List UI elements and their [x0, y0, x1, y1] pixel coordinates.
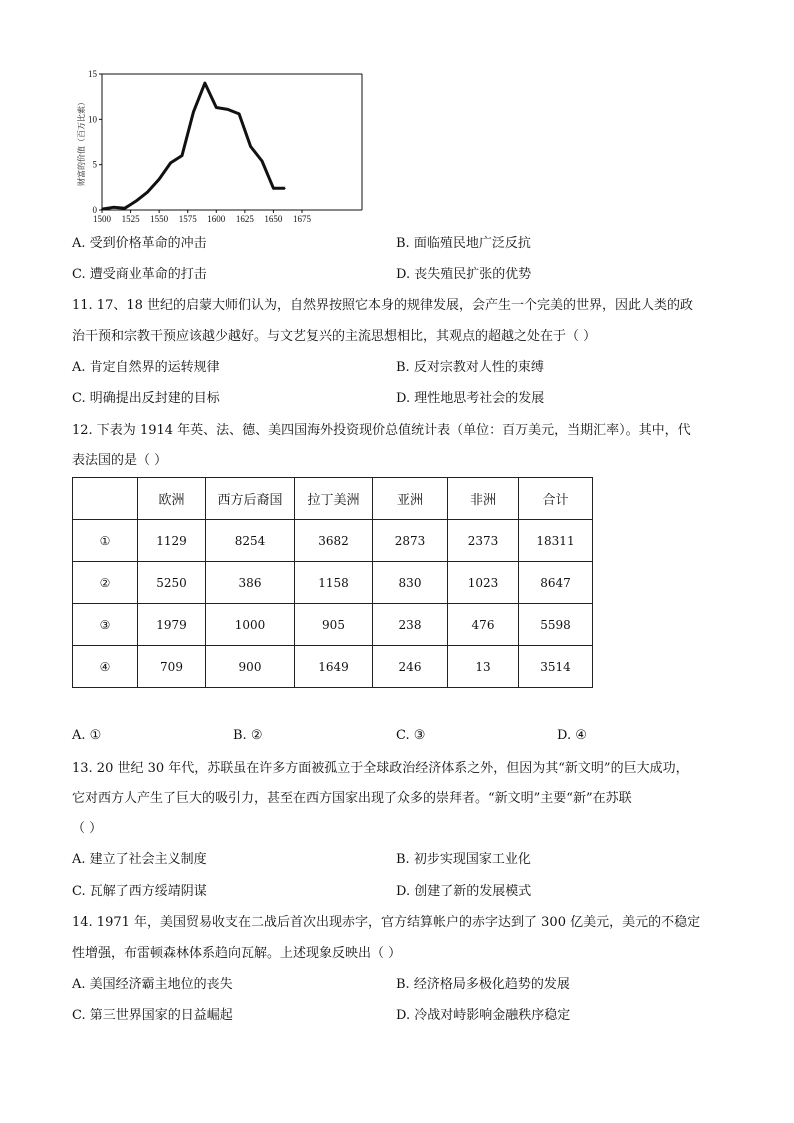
y-tick-label: 10 [88, 114, 97, 125]
table-cell: 8254 [206, 520, 295, 562]
table-header-row [73, 478, 593, 520]
q13-stem-line1: 13. 20 世纪 30 年代，苏联虽在许多方面被孤立于全球政治经济体系之外，但因为其“新文明”的巨大成功， [72, 761, 689, 776]
chart-series-line [102, 83, 285, 209]
q14-stem-line2: 性增强，布雷顿森林体系趋向瓦解。上述现象反映出（ ） [72, 946, 402, 961]
table-row [73, 604, 593, 646]
q14-option-b[interactable]: B. 经济格局多极化趋势的发展 [396, 977, 570, 992]
table-header-cell: 非洲 [448, 478, 519, 520]
q14-option-c[interactable]: C. 第三世界国家的日益崛起 [72, 1008, 233, 1023]
q12-option-d[interactable]: D. ④ [557, 728, 587, 743]
table-cell: 238 [373, 604, 448, 646]
table-cell: 5250 [138, 562, 206, 604]
q11-option-b[interactable]: B. 反对宗教对人性的束缚 [396, 360, 544, 375]
table-cell: 5598 [519, 604, 593, 646]
q13-stem-line3: （ ） [72, 821, 103, 836]
q12-option-c[interactable]: C. ③ [396, 728, 426, 743]
q13-stem-line2: 它对西方人产生了巨大的吸引力，甚至在西方国家出现了众多的崇拜者。“新文明”主要“新”在苏联 [72, 791, 632, 806]
table-cell: 476 [448, 604, 519, 646]
table-header-cell: 拉丁美洲 [295, 478, 373, 520]
table-cell: 1000 [206, 604, 295, 646]
table-cell: 3514 [519, 646, 593, 688]
q11-stem-line2: 治干预和宗教干预应该越少越好。与文艺复兴的主流思想相比，其观点的超越之处在于（ ） [72, 329, 597, 344]
q10-option-c[interactable]: C. 遭受商业革命的打击 [72, 267, 207, 282]
chart-svg [70, 62, 380, 230]
table-cell: ① [73, 520, 138, 562]
table-cell: 2873 [373, 520, 448, 562]
table-header-cell: 欧洲 [138, 478, 206, 520]
q10-option-a[interactable]: A. 受到价格革命的冲击 [72, 236, 207, 251]
table-cell: 1129 [138, 520, 206, 562]
table-cell: 8647 [519, 562, 593, 604]
q14-option-a[interactable]: A. 美国经济霸主地位的丧失 [72, 977, 233, 992]
investment-table [72, 477, 593, 688]
table-cell: 13 [448, 646, 519, 688]
table-row [73, 646, 593, 688]
x-tick-label: 1500 [93, 214, 111, 224]
table-cell: 386 [206, 562, 295, 604]
q12-stem-line2: 表法国的是（ ） [72, 453, 168, 468]
table-row [73, 520, 593, 562]
table-cell: 709 [138, 646, 206, 688]
chart-y-axis-label: 财富的价值（百万比索） [77, 98, 86, 186]
x-tick-label: 1675 [293, 214, 311, 224]
q14-stem-line1: 14. 1971 年，美国贸易收支在二战后首次出现赤字，官方结算帐户的赤字达到了 300 亿美元，美元的不稳定 [72, 915, 701, 930]
table-row [73, 562, 593, 604]
table-header-cell: 合计 [519, 478, 593, 520]
q14-option-d[interactable]: D. 冷战对峙影响金融秩序稳定 [396, 1008, 571, 1023]
q11-option-d[interactable]: D. 理性地思考社会的发展 [396, 391, 545, 406]
q12-stem-line1: 12. 下表为 1914 年英、法、德、美四国海外投资现价总值统计表（单位：百万美元，当期汇率）。其中，代 [72, 423, 691, 438]
table-header-cell: 西方后裔国 [206, 478, 295, 520]
x-tick-label: 1625 [235, 214, 254, 224]
x-tick-label: 1575 [178, 214, 197, 224]
table-cell: ② [73, 562, 138, 604]
table-cell: 18311 [519, 520, 593, 562]
table-header-cell [73, 478, 138, 520]
table-cell: 1979 [138, 604, 206, 646]
x-tick-label: 1650 [264, 214, 283, 224]
q12-option-b[interactable]: B. ② [233, 728, 263, 743]
q11-stem-line1: 11. 17、18 世纪的启蒙大师们认为，自然界按照它本身的规律发展，会产生一个完美的世界，因此人类的政 [72, 298, 694, 313]
table-cell: ④ [73, 646, 138, 688]
table-cell: 1158 [295, 562, 373, 604]
x-tick-label: 1525 [121, 214, 140, 224]
q11-option-c[interactable]: C. 明确提出反封建的目标 [72, 391, 220, 406]
q13-option-d[interactable]: D. 创建了新的发展模式 [396, 884, 532, 899]
y-tick-label: 0 [92, 205, 97, 215]
x-tick-label: 1600 [207, 214, 226, 224]
q10-option-b[interactable]: B. 面临殖民地广泛反抗 [396, 236, 531, 251]
q13-option-b[interactable]: B. 初步实现国家工业化 [396, 852, 531, 867]
x-tick-label: 1550 [150, 214, 169, 224]
table-cell: 900 [206, 646, 295, 688]
table-cell: 1023 [448, 562, 519, 604]
table-cell: 905 [295, 604, 373, 646]
q11-option-a[interactable]: A. 肯定自然界的运转规律 [72, 360, 220, 375]
table-cell: 1649 [295, 646, 373, 688]
q13-option-c[interactable]: C. 瓦解了西方绥靖阴谋 [72, 884, 207, 899]
q10-option-d[interactable]: D. 丧失殖民扩张的优势 [396, 267, 532, 282]
table-cell: 246 [373, 646, 448, 688]
table-header-cell: 亚洲 [373, 478, 448, 520]
table-cell: 2373 [448, 520, 519, 562]
wealth-line-chart [70, 62, 380, 230]
q12-option-a[interactable]: A. ① [72, 728, 102, 743]
y-tick-label: 15 [88, 69, 97, 79]
table-cell: ③ [73, 604, 138, 646]
chart-axes [102, 74, 362, 210]
q13-option-a[interactable]: A. 建立了社会主义制度 [72, 852, 207, 867]
table-cell: 830 [373, 562, 448, 604]
table-cell: 3682 [295, 520, 373, 562]
y-tick-label: 5 [92, 159, 97, 170]
